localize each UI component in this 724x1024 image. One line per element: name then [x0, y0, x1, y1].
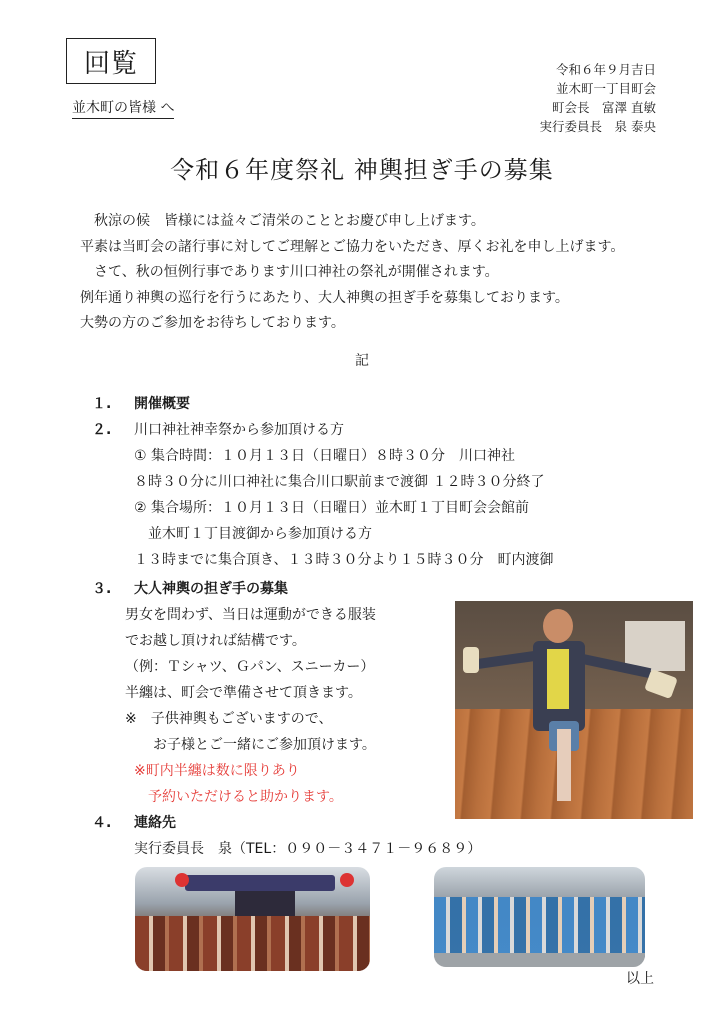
sender-block [540, 60, 656, 136]
organization: 並木町一丁目町会 [555, 81, 656, 96]
section-2-line: ② 集合場所：１０月１３日（日曜日）並木町１丁目町会会館前 [134, 500, 529, 516]
section-1-heading: 開催概要 [134, 396, 190, 412]
greeting-line: 大勢の方のご参加をお待ちしております。 [80, 315, 345, 331]
greeting-line: 秋涼の候 皆様には益々ご清栄のこととお慶び申し上げます。 [80, 213, 485, 229]
section-3-line: お子様とご一緒にご参加頂けます。 [125, 737, 376, 753]
greeting-paragraph [80, 209, 700, 337]
section-3-note: 予約いただけると助かります。 [134, 789, 343, 805]
section-2-line: １３時までに集合頂き、１３時３０分より１５時３０分 町内渡御 [134, 552, 554, 568]
committee-chair: 実行委員長 泉 泰央 [539, 119, 656, 134]
page-title: 令和６年度祭礼 神輿担ぎ手の募集 [170, 156, 554, 184]
greeting-line: さて、秋の恒例行事であります川口神社の祭礼が開催されます。 [80, 264, 499, 280]
section-2-number: ２. [92, 422, 112, 438]
closing-mark: 以上 [626, 971, 654, 987]
kairan-label: 回覧 [66, 38, 156, 84]
greeting-line: 例年通り神輿の巡行を行うにあたり、大人神輿の担ぎ手を募集しております。 [80, 289, 569, 306]
section-3-line: でお越し頂ければ結構です。 [125, 633, 306, 649]
section-2-line: ８時３０分に川口神社に集合川口駅前まで渡御 １２時３０分終了 [134, 474, 545, 490]
children-mikoshi-photo [434, 867, 645, 967]
section-3-heading: 大人神輿の担ぎ手の募集 [134, 581, 288, 597]
section-4-heading: 連絡先 [134, 815, 176, 831]
ki-marker: 記 [355, 353, 369, 369]
section-4-number: ４. [92, 815, 112, 831]
chairman: 町会長 富澤 直敏 [552, 100, 656, 115]
section-2-heading: 川口神社神幸祭から参加頂ける方 [134, 422, 344, 438]
section-3-line: 男女を問わず、当日は運動ができる服装 [125, 607, 376, 623]
section-2-line: ① 集合時間：１０月１３日（日曜日）８時３０分 川口神社 [134, 448, 515, 464]
date: 令和６年９月吉日 [555, 62, 656, 77]
section-1-number: １. [92, 396, 112, 412]
section-3-line: 半纏は、町会で準備させて頂きます。 [125, 685, 362, 701]
greeting-line: 平素は当町会の諸行事に対してご理解とご協力をいただき、厚くお礼を申し上げます。 [80, 238, 625, 255]
section-3-number: ３. [92, 581, 112, 597]
mikoshi-bearer-photo [455, 601, 693, 819]
group-photo [135, 867, 370, 971]
section-3-note: ※町内半纏は数に限りあり [134, 763, 300, 779]
section-3-line: （例：Ｔシャツ、Ｇパン、スニーカー） [125, 659, 375, 675]
section-2-line: 並木町１丁目渡御から参加頂ける方 [134, 526, 372, 542]
contact-info: 実行委員長 泉（TEL：０９０－３４７１－９６８９） [134, 841, 482, 857]
section-3-line: ※ 子供神輿もございますので、 [125, 711, 333, 727]
addressee: 並木町の皆様 へ [72, 97, 174, 119]
